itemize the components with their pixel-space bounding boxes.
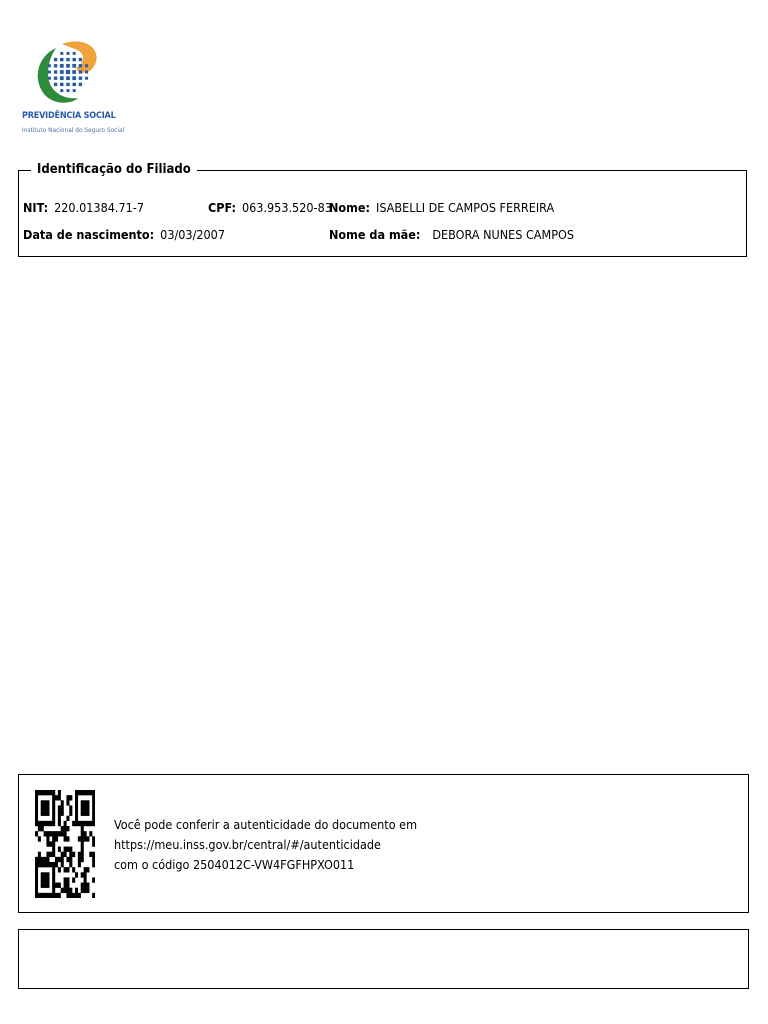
identificacao-filiado-panel	[18, 162, 747, 257]
cpf-value: 063.953.520-83	[242, 200, 332, 215]
nome-field	[329, 200, 554, 215]
empty-footer-box	[18, 929, 749, 989]
mae-field	[329, 227, 574, 242]
nit-field	[23, 200, 144, 215]
nit-label: NIT:	[23, 200, 49, 215]
autenticidade-url: https://meu.inss.gov.br/central/#/autenticidade	[114, 837, 381, 852]
previdencia-emblem-icon	[32, 38, 104, 108]
mae-value: DEBORA NUNES CAMPOS	[432, 227, 574, 242]
nome-value: ISABELLI DE CAMPOS FERREIRA	[376, 200, 555, 215]
autenticidade-panel	[18, 774, 749, 913]
mae-label: Nome da mãe:	[329, 227, 421, 242]
qr-code-icon	[35, 790, 95, 898]
autenticidade-text	[114, 815, 417, 875]
nit-value: 220.01384.71-7	[54, 200, 144, 215]
cpf-field	[208, 200, 332, 215]
identificacao-legend: Identificação do Filiado	[37, 162, 191, 177]
nascimento-field	[23, 227, 225, 242]
nome-label: Nome:	[329, 200, 370, 215]
nascimento-label: Data de nascimento:	[23, 227, 155, 242]
cpf-label: CPF:	[208, 200, 236, 215]
nascimento-value: 03/03/2007	[160, 227, 225, 242]
logo-name: PREVIDÊNCIA SOCIAL	[22, 111, 116, 121]
logo-subtitle: Instituto Nacional do Seguro Social	[22, 126, 125, 134]
autenticidade-codigo: com o código 2504012C-VW4FGFHPXO011	[114, 857, 355, 872]
previdencia-logo	[18, 38, 125, 142]
autenticidade-line-1: Você pode conferir a autenticidade do documento em	[114, 817, 418, 832]
